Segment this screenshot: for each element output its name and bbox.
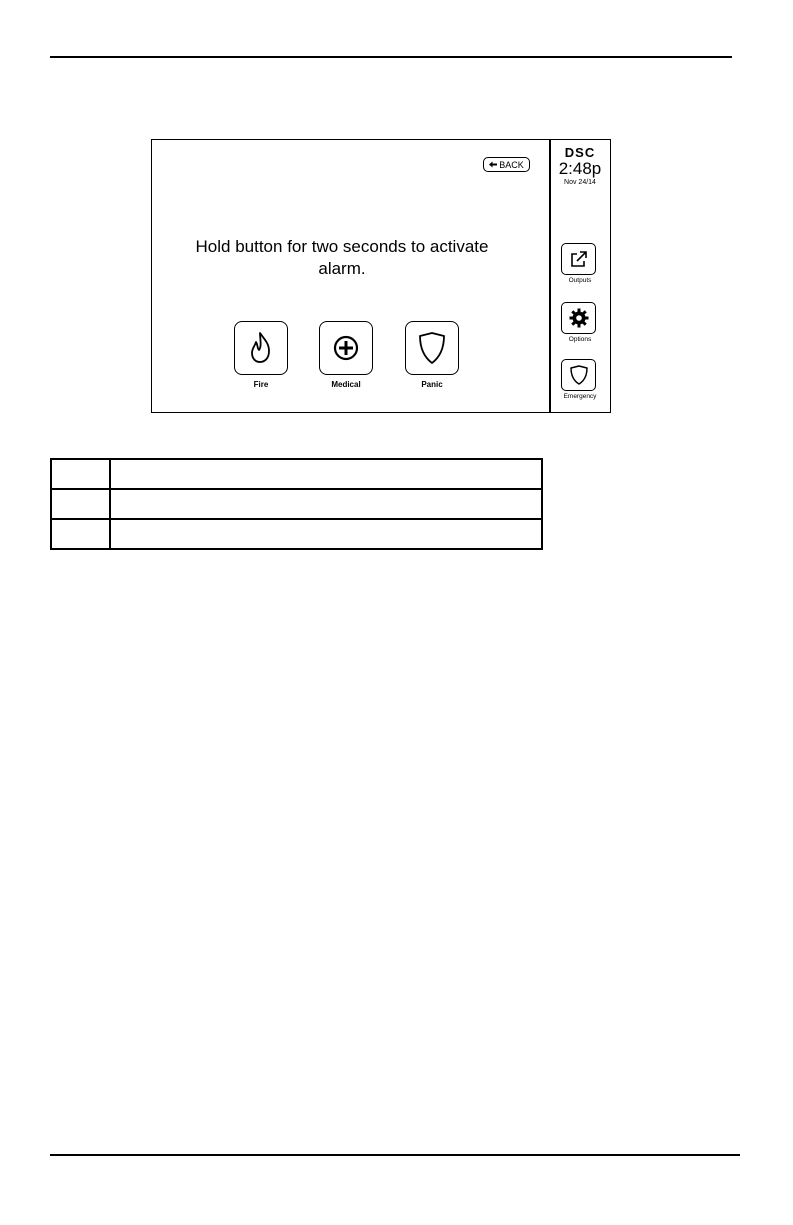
footer-rule xyxy=(50,1154,740,1156)
table-row xyxy=(51,519,542,549)
table-row xyxy=(51,459,542,489)
table-cell xyxy=(51,519,110,549)
sidebar xyxy=(549,140,609,412)
medical-label: Medical xyxy=(331,380,361,389)
fire-label: Fire xyxy=(253,380,269,389)
keypad-screen xyxy=(151,139,611,413)
table-cell xyxy=(51,489,110,519)
medical-cross-icon xyxy=(331,331,361,365)
medical-button[interactable] xyxy=(319,321,373,375)
clock-time: 2:48p xyxy=(558,159,602,178)
header-rule xyxy=(50,56,732,58)
clock-date: Nov 24/14 xyxy=(564,179,596,186)
fire-icon xyxy=(246,331,276,365)
back-arrow-icon xyxy=(489,161,497,168)
outputs-label: Outputs xyxy=(568,277,592,284)
panic-label: Panic xyxy=(421,380,443,389)
brand-logo: DSC xyxy=(564,145,596,160)
emergency-label: Emergency xyxy=(563,393,597,400)
table-cell xyxy=(110,519,542,549)
back-label: BACK xyxy=(499,159,524,170)
table-row xyxy=(51,489,542,519)
table-cell xyxy=(110,489,542,519)
panic-button[interactable] xyxy=(405,321,459,375)
table-cell xyxy=(51,459,110,489)
outputs-button[interactable] xyxy=(561,243,596,275)
fire-button[interactable] xyxy=(234,321,288,375)
options-button[interactable] xyxy=(561,302,596,334)
reference-table xyxy=(50,458,543,550)
options-label: Options xyxy=(568,336,592,343)
emergency-button[interactable] xyxy=(561,359,596,391)
alarm-prompt: Hold button for two seconds to activate alarm. xyxy=(195,237,489,278)
outputs-icon xyxy=(568,248,590,270)
table-cell xyxy=(110,459,542,489)
shield-icon xyxy=(568,364,590,386)
main-pane xyxy=(152,140,549,412)
gear-icon xyxy=(568,307,590,329)
shield-icon xyxy=(417,331,447,365)
back-button[interactable] xyxy=(483,157,530,172)
